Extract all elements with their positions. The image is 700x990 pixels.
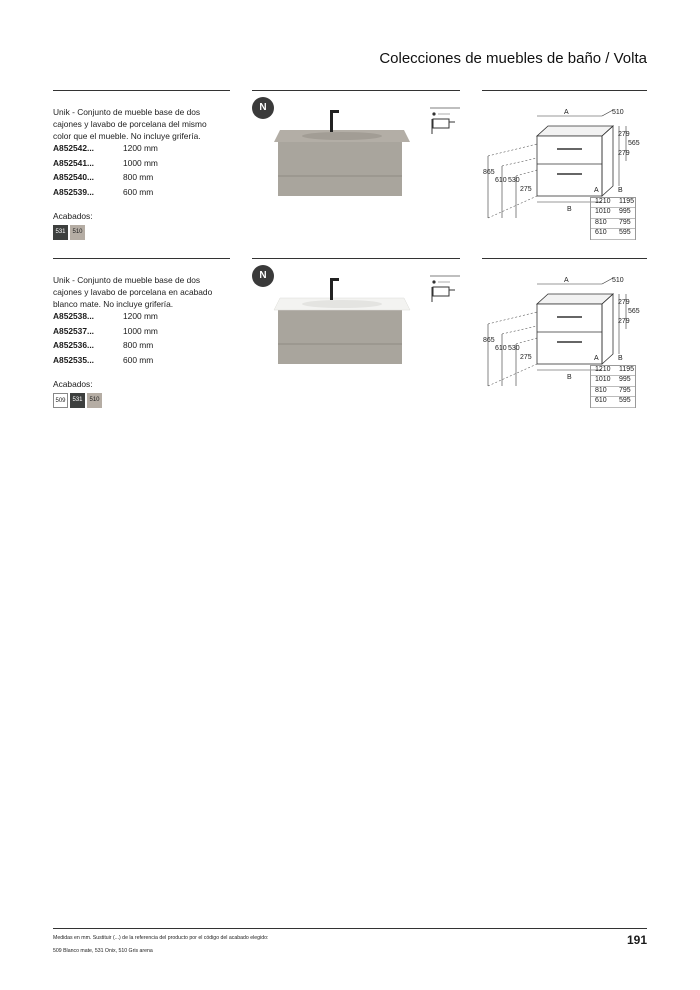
finish-swatch-510: 510 [70,225,85,240]
reference-code: A852541... [53,157,94,168]
reference-code: A852537... [53,325,94,336]
reference-row [53,172,223,187]
dim-label-a: A [564,277,569,284]
dimension-row [591,198,635,209]
dim-279-bottom: 279 [618,318,630,325]
reference-row [53,158,223,173]
finish-swatch-531: 531 [70,393,85,408]
dim-530: 530 [508,177,520,184]
faucet-spout [330,278,339,281]
reference-list [53,143,223,201]
reference-row [53,340,223,355]
dimension-a-value: 610 [595,397,607,404]
reference-size: 1200 mm [123,311,158,321]
finish-swatch-510: 510 [87,393,102,408]
dimension-a-value: 810 [595,386,607,394]
dimension-a-value: 610 [595,229,607,236]
dimension-table [590,187,636,240]
section-rule [252,90,460,91]
cabinet-body [278,310,402,364]
reference-row [53,326,223,341]
dimension-row [591,387,635,398]
reference-row [53,143,223,158]
dim-510: 510 [612,277,624,284]
dimension-b-value: 595 [619,229,631,236]
faucet [330,278,333,300]
dim-275: 275 [520,354,532,361]
dimension-b-value: 995 [619,376,631,383]
section-rule [482,258,647,259]
dimension-row [591,219,635,230]
reference-size: 600 mm [123,354,154,365]
reference-code: A852539... [53,186,94,197]
footer-finishes-note: 509 Blanco mate, 531 Onix, 510 Gris arena [53,948,153,954]
dim-565: 565 [628,308,640,315]
reference-size: 800 mm [123,340,154,351]
product-image-vanity [272,106,412,196]
dim-865: 865 [483,337,495,344]
wall-mount-icon [428,274,462,304]
page-title: Colecciones de muebles de baño / Volta [379,50,647,67]
product-description: Unik - Conjunto de mueble base de dos cajones y lavabo de porcelana del mismo color que el mueble. No incluye grifería. [53,107,207,141]
dim-275: 275 [520,186,532,193]
dimension-b-value: 795 [619,218,631,226]
dimension-header-a: A [594,187,599,194]
dimension-row [591,366,635,377]
reference-row [53,311,223,326]
section-rule [53,90,230,91]
reference-row [53,187,223,202]
dim-565: 565 [628,140,640,147]
new-badge: N [252,97,274,119]
dim-865: 865 [483,169,495,176]
finish-swatches [53,225,85,240]
product-section-1 [0,90,700,258]
dimension-header-a: A [594,355,599,362]
basin-bowl [302,132,382,140]
product-section-2 [0,258,700,426]
reference-code: A852538... [53,311,94,321]
dimension-row [591,376,635,387]
reference-size: 1000 mm [123,157,158,168]
dim-610: 610 [495,177,507,184]
dim-279-bottom: 279 [618,150,630,157]
dimension-row [591,397,635,408]
cabinet-body [278,142,402,196]
basin-bowl [302,300,382,308]
reference-size: 1000 mm [123,325,158,336]
section-rule [252,258,460,259]
reference-size: 800 mm [123,172,154,183]
finishes-label: Acabados: [53,379,93,389]
dimension-header-b: B [618,187,623,194]
dimension-a-value: 1210 [595,197,611,205]
reference-row [53,355,223,370]
dim-610: 610 [495,345,507,352]
dimension-row [591,229,635,240]
dimension-b-value: 995 [619,208,631,215]
finish-swatches [53,393,102,408]
dimension-b-value: 1195 [619,365,635,373]
dimension-table-header [590,187,636,197]
reference-code: A852540... [53,172,94,183]
reference-size: 1200 mm [123,143,158,153]
faucet-spout [330,110,339,113]
footer-note: Medidas en mm. Sustituir (...) de la referencia del producto por el código del acabado elegido: [53,935,269,941]
dim-label-a: A [564,109,569,116]
dimension-a-value: 1210 [595,365,611,373]
dim-510: 510 [612,109,624,116]
finishes-label: Acabados: [53,211,93,221]
footer-rule [53,928,647,929]
finish-swatch-509: 509 [53,393,68,408]
reference-size: 600 mm [123,186,154,197]
section-rule [482,90,647,91]
dim-279-top: 279 [618,131,630,138]
reference-list [53,311,223,369]
dim-label-b: B [567,374,572,381]
reference-code: A852535... [53,354,94,365]
dimension-table [590,355,636,408]
dim-label-b: B [567,206,572,213]
reference-code: A852536... [53,340,94,351]
dim-279-top: 279 [618,299,630,306]
dimension-a-value: 810 [595,218,607,226]
faucet [330,110,333,132]
dimension-header-b: B [618,355,623,362]
dimension-a-value: 1010 [595,376,611,383]
dimension-table-header [590,355,636,365]
reference-code: A852542... [53,143,94,153]
wall-mount-icon [428,106,462,136]
dimension-b-value: 795 [619,386,631,394]
dimension-b-value: 1195 [619,197,635,205]
dimension-row [591,208,635,219]
product-description: Unik - Conjunto de mueble base de dos cajones y lavabo de porcelana en acabado blanco mate. No incluye grifería. [53,275,213,309]
dim-530: 530 [508,345,520,352]
finish-swatch-531: 531 [53,225,68,240]
product-image-vanity [272,274,412,364]
dimension-a-value: 1010 [595,208,611,215]
section-rule [53,258,230,259]
new-badge: N [252,265,274,287]
dimension-b-value: 595 [619,397,631,404]
page-number: 191 [626,933,647,947]
